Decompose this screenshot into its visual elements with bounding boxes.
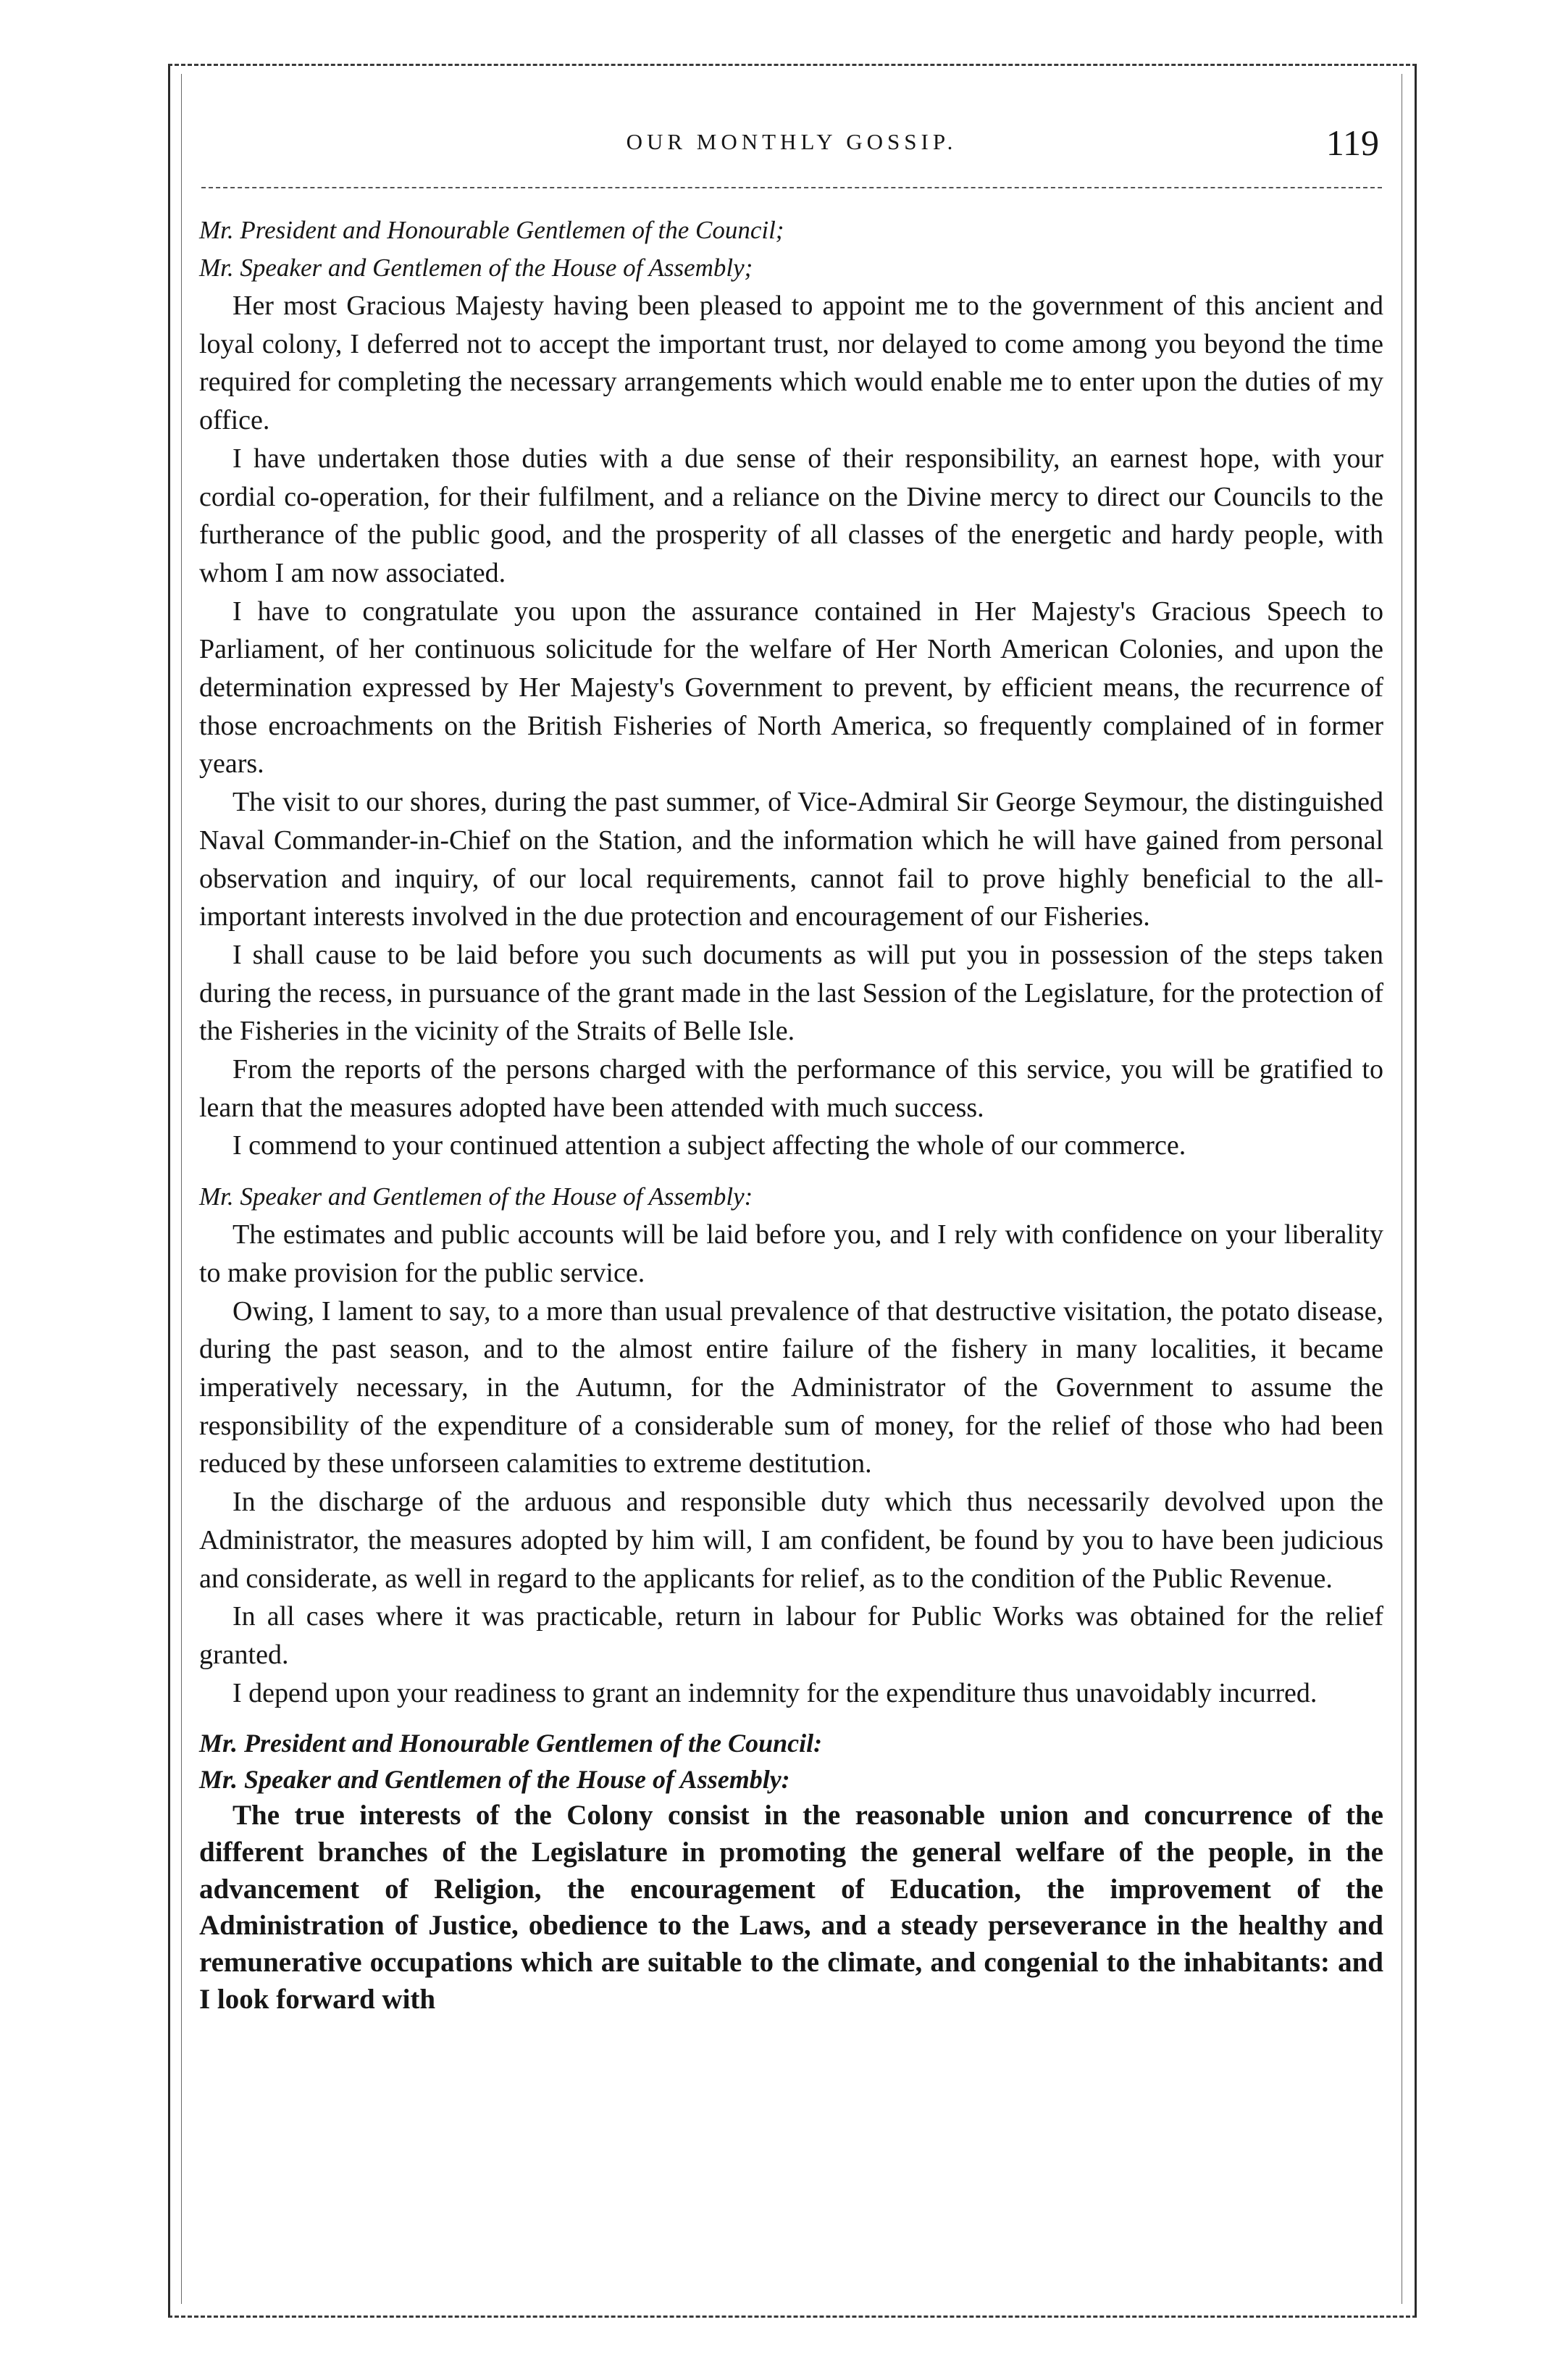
paragraph-commerce: I commend to your continued attention a subject affecting the whole of our commerce.	[232, 1130, 1186, 1161]
salutation-assembly-2: Mr. Speaker and Gentlemen of the House of Assembly:	[199, 1182, 753, 1211]
salutation-assembly: Mr. Speaker and Gentlemen of the House of Assembly;	[199, 254, 753, 282]
paragraph-potato-disease: Owing, I lament to say, to a more than usual prevalence of that destructive visitation, the potato disease, during the past season, and to the almost entire failure of the fishery in many localities, it became imperatively necessary, in the Autumn, for the Administrator of the Government to assume the responsibility of the expenditure of a considerable sum of money, for the relief of those who had been reduced by these unforseen calamities to extreme destitution.	[199, 1295, 1383, 1479]
paragraph-administrator: In the discharge of the arduous and responsible duty which thus necessarily devolved upon the Administrator, the measures adopted by him will, I am confident, be found by you to have been judicious and considerate, as well in regard to the applicants for relief, as to the condition of the Public Revenue.	[199, 1487, 1383, 1594]
salutation-council-3: Mr. President and Honourable Gentlemen of the Council:	[199, 1729, 823, 1758]
paragraph-estimates: The estimates and public accounts will be laid before you, and I rely with confidence on your liberality to make provision for the public service.	[199, 1219, 1383, 1288]
paragraph-appointment: Her most Gracious Majesty having been pleased to appoint me to the government of this ancient and loyal colony, I deferred not to accept the important trust, nor delayed to come among you beyond the time required for completing the necessary arrangements which would enable me to enter upon the duties of my office.	[199, 291, 1383, 436]
header-rule	[201, 187, 1382, 188]
paragraph-duties: I have undertaken those duties with a due sense of their responsibility, an earnest hope, with your cordial co-operation, for their fulfilment, and a reliance on the Divine mercy to direct our Councils to the furtherance of the public good, and the prosperity of all classes of the energetic and hardy people, with whom I am now associated.	[199, 443, 1383, 588]
paragraph-documents: I shall cause to be laid before you such documents as will put you in possession of the steps taken during the recess, in pursuance of the grant made in the last Session of the Legislature, for the protection of the Fisheries in the vicinity of the Straits of Belle Isle.	[199, 939, 1383, 1047]
salutation-assembly-3: Mr. Speaker and Gentlemen of the House of Assembly:	[199, 1765, 790, 1795]
salutation-council: Mr. President and Honourable Gentlemen of the Council;	[199, 216, 784, 244]
paragraph-fisheries-assurance: I have to congratulate you upon the assurance contained in Her Majesty's Gracious Speech to Parliament, of her continuous solicitude for the welfare of Her North American Colonies, and upon the determination expressed by Her Majesty's Government to prevent, by efficient means, the recurrence of those encroachments on the British Fisheries of North America, so frequently complained of in former years.	[199, 596, 1383, 780]
running-title: OUR MONTHLY GOSSIP.	[626, 129, 958, 154]
page-number: 119	[1325, 122, 1379, 163]
paragraph-indemnity: I depend upon your readiness to grant an indemnity for the expenditure thus unavoidably incurred.	[232, 1677, 1318, 1708]
running-head	[201, 122, 1382, 172]
paragraph-public-works: In all cases where it was practicable, return in labour for Public Works was obtained for the relief granted.	[199, 1601, 1383, 1670]
paragraph-true-interests: The true interests of the Colony consist in the reasonable union and concurrence of the different branches of the Legislature in promoting the general welfare of the people, in the advancement of Religion, the encouragement of Education, the improvement of the Administration of Justice, obedience to the Laws, and a steady perseverance in the healthy and remunerative occupations which are suitable to the climate, and congenial to the inhabitants: and I look forward with	[199, 1800, 1383, 2015]
paragraph-vice-admiral-visit: The visit to our shores, during the past summer, of Vice-Admiral Sir George Seymour, the distinguished Naval Commander-in-Chief on the Station, and the information which he will have gained from personal observation and inquiry, of our local requirements, cannot fail to prove highly beneficial to the all-important interests involved in the due protection and encouragement of our Fisheries.	[199, 787, 1383, 932]
address-body	[199, 212, 1383, 2018]
paragraph-reports: From the reports of the persons charged with the performance of this service, you will be gratified to learn that the measures adopted have been attended with much success.	[199, 1054, 1383, 1123]
